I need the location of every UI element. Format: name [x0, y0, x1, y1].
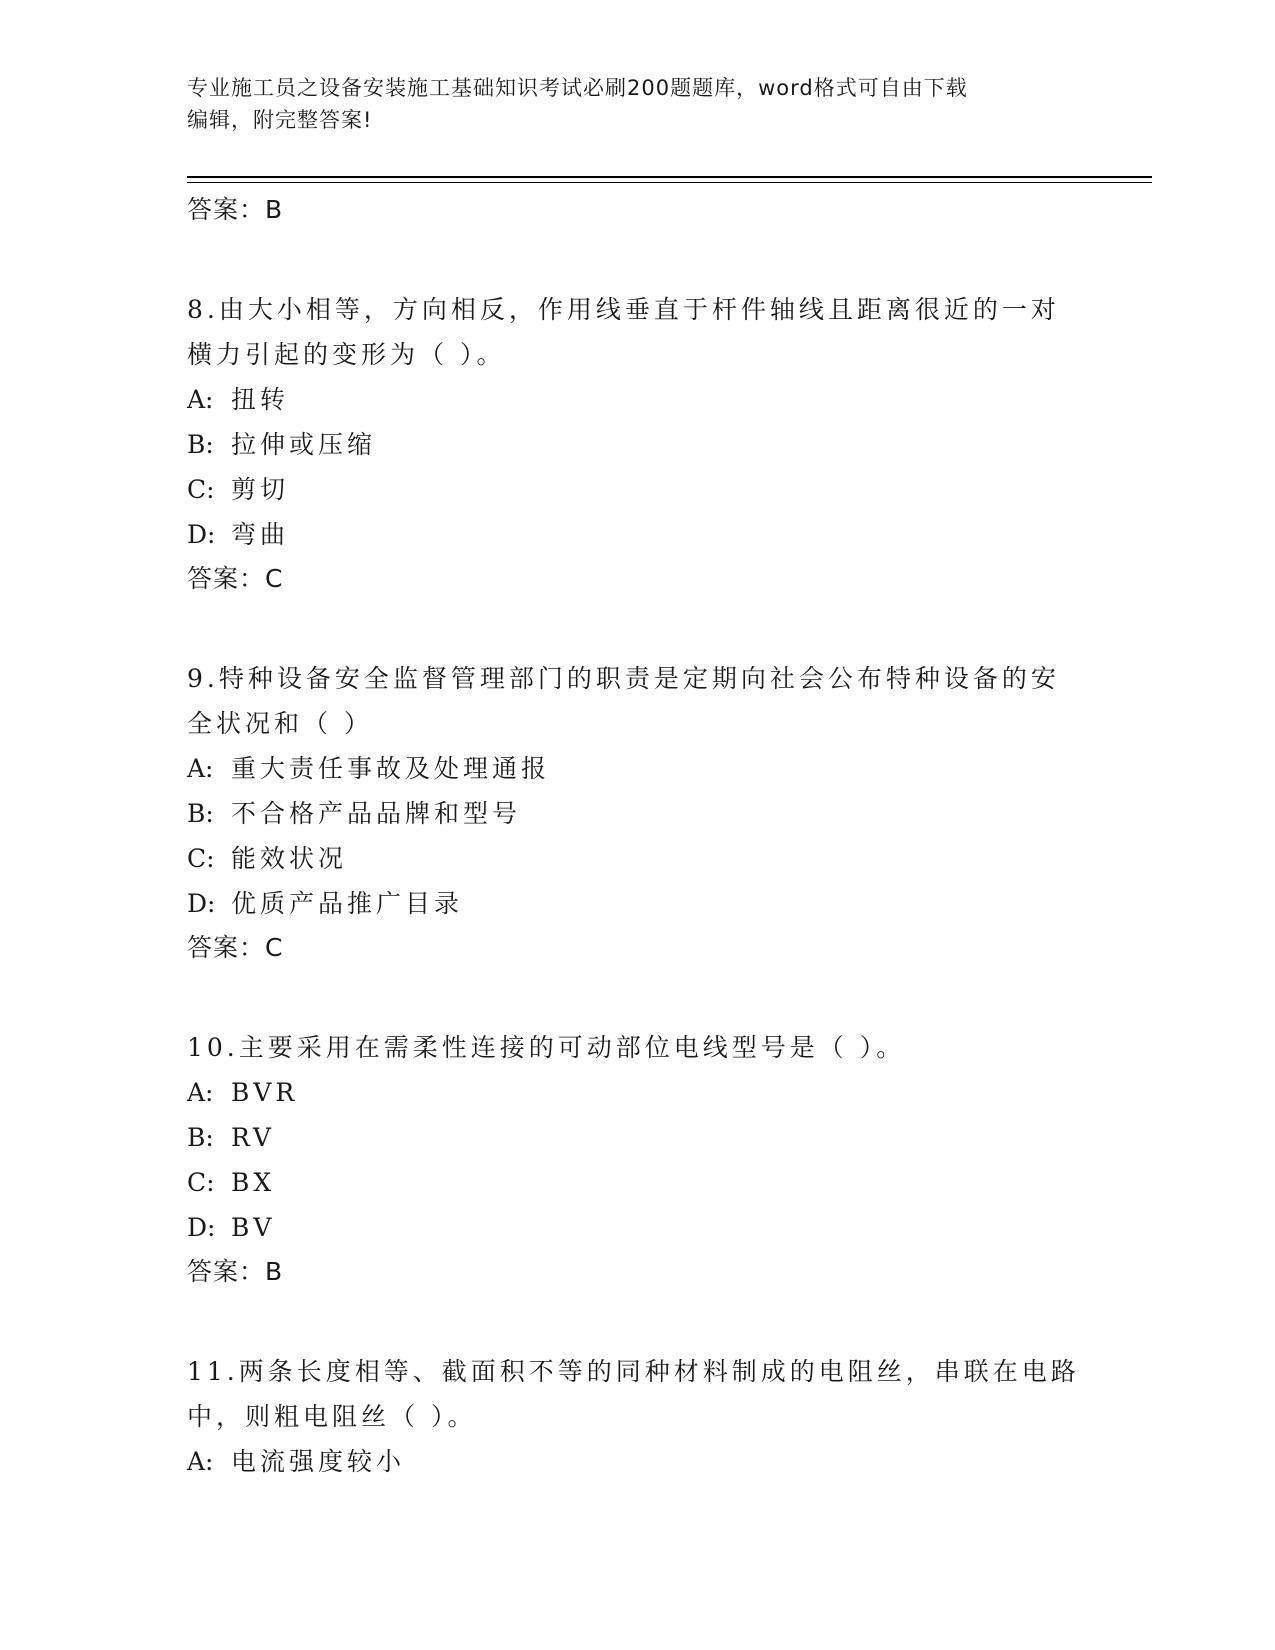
- question-stem: [187, 287, 1087, 377]
- option-a: [187, 377, 1087, 422]
- option-text: 优质产品推广目录: [231, 889, 464, 918]
- option-a: [187, 746, 1087, 791]
- option-d: [187, 881, 1087, 926]
- question-10: [187, 1025, 1087, 1294]
- header-title-line-2: 编辑，附完整答案!: [187, 108, 373, 132]
- question-9: [187, 656, 1087, 970]
- option-letter: A:: [187, 1447, 214, 1476]
- option-c: [187, 1160, 1087, 1205]
- option-letter: D:: [187, 889, 216, 918]
- option-a: [187, 1439, 1087, 1484]
- option-text: 拉伸或压缩: [231, 430, 377, 459]
- question-stem-line: 中，则粗电阻丝（ ）。: [187, 1402, 477, 1431]
- question-stem: [187, 656, 1087, 746]
- question-11: [187, 1349, 1087, 1484]
- option-text: 电流强度较小: [231, 1447, 406, 1476]
- option-letter: C:: [187, 1168, 215, 1197]
- option-text: 能效状况: [231, 844, 348, 873]
- option-c: [187, 467, 1087, 512]
- option-letter: C:: [187, 844, 215, 873]
- header-title-line-1: 专业施工员之设备安装施工基础知识考试必刷200题题库，word格式可自由下载: [187, 76, 968, 100]
- option-letter: D:: [187, 1213, 216, 1242]
- option-letter: B:: [187, 799, 214, 828]
- question-answer: 答案：B: [187, 1257, 284, 1286]
- option-a: [187, 1070, 1087, 1115]
- question-stem-line: 10.主要采用在需柔性连接的可动部位电线型号是（ ）。: [187, 1033, 906, 1062]
- question-stem-line: 全状况和（ ）: [187, 709, 373, 738]
- option-d: [187, 1205, 1087, 1250]
- option-letter: A:: [187, 754, 214, 783]
- option-letter: A:: [187, 385, 214, 414]
- option-b: [187, 1115, 1087, 1160]
- option-letter: C:: [187, 475, 215, 504]
- option-letter: B:: [187, 430, 214, 459]
- question-8: [187, 287, 1087, 601]
- header-divider-thin: [187, 182, 1152, 183]
- question-stem: [187, 1025, 1087, 1070]
- question-list: [187, 188, 1087, 1484]
- option-text: RV: [231, 1123, 275, 1152]
- option-letter: B:: [187, 1123, 214, 1152]
- option-letter: D:: [187, 520, 216, 549]
- previous-question-answer: 答案：B: [187, 195, 284, 224]
- question-answer: 答案：C: [187, 933, 284, 962]
- question-stem-line: 9.特种设备安全监督管理部门的职责是定期向社会公布特种设备的安: [187, 664, 1060, 693]
- header-divider-thick: [187, 176, 1152, 178]
- option-text: 扭转: [231, 385, 290, 414]
- question-stem-line: 11.两条长度相等、截面积不等的同种材料制成的电阻丝，串联在电路: [187, 1357, 1080, 1386]
- option-text: 剪切: [231, 475, 290, 504]
- option-text: 不合格产品品牌和型号: [231, 799, 522, 828]
- document-header: [187, 72, 1067, 136]
- question-stem: [187, 1349, 1087, 1439]
- option-text: 弯曲: [231, 520, 290, 549]
- question-answer: 答案：C: [187, 564, 284, 593]
- option-b: [187, 422, 1087, 467]
- option-text: BV: [231, 1213, 276, 1242]
- option-text: BVR: [231, 1078, 299, 1107]
- question-stem-line: 横力引起的变形为（ ）。: [187, 340, 506, 369]
- question-stem-line: 8.由大小相等，方向相反，作用线垂直于杆件轴线且距离很近的一对: [187, 295, 1060, 324]
- option-text: BX: [231, 1168, 276, 1197]
- option-d: [187, 512, 1087, 557]
- option-c: [187, 836, 1087, 881]
- option-letter: A:: [187, 1078, 214, 1107]
- option-text: 重大责任事故及处理通报: [231, 754, 551, 783]
- option-b: [187, 791, 1087, 836]
